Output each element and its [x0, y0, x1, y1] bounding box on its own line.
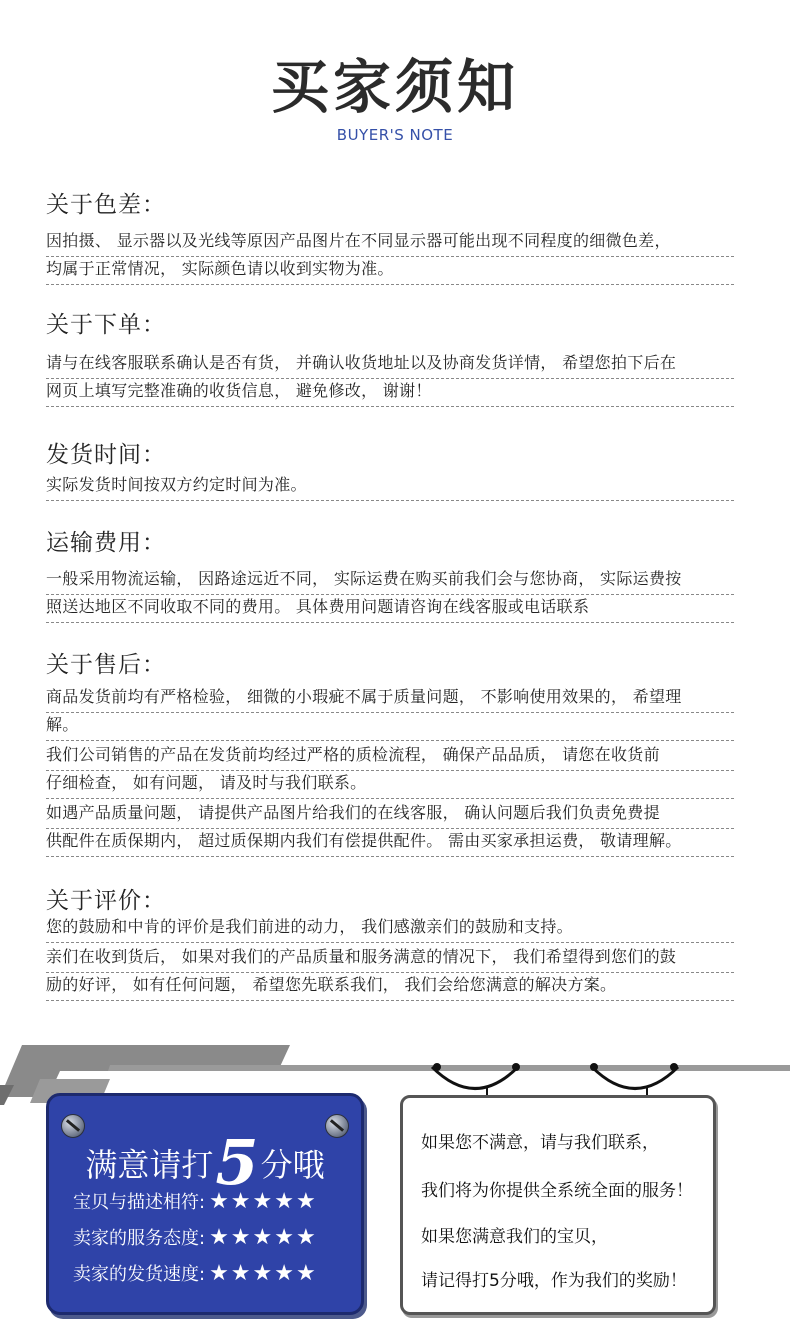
page-title: 买家须知: [270, 53, 519, 121]
section-line: 实际发货时间按双方约定时间为准。: [46, 472, 734, 501]
section-heading-shipping-cost: 运输费用：: [46, 530, 166, 556]
section-line: 如遇产品质量问题， 请提供产品图片给我们的在线客服， 确认问题后我们负责免费提: [46, 800, 734, 829]
section-line: 您的鼓励和中肯的评价是我们前进的动力， 我们感激亲们的鼓励和支持。: [46, 914, 734, 943]
section-line: 均属于正常情况， 实际颜色请以收到实物为准。: [46, 256, 734, 285]
section-heading-order: 关于下单：: [46, 312, 166, 338]
page-subtitle: BUYER'S NOTE: [336, 126, 454, 144]
section-line: 励的好评， 如有任何问题， 希望您先联系我们， 我们会给您满意的解决方案。: [46, 972, 734, 1001]
section-line: 因拍摄、 显示器以及光线等原因产品图片在不同显示器可能出现不同程度的细微色差，: [46, 228, 734, 257]
message-line: 我们将为你提供全系统全面的服务！: [421, 1181, 693, 1201]
rating-row-delivery: 卖家的发货速度: ★★★★★: [73, 1261, 318, 1286]
section-line: 网页上填写完整准确的收货信息， 避免修改， 谢谢！: [46, 378, 734, 407]
section-line: 供配件在质保期内， 超过质保期内我们有偿提供配件。 需由买家承担运费， 敬请理解。: [46, 828, 734, 857]
section-heading-color: 关于色差：: [46, 192, 166, 218]
message-card: [400, 1095, 716, 1315]
star-rating-icon: ★★★★★: [209, 1189, 318, 1214]
section-line: 解。: [46, 712, 734, 741]
rating-card-title: 满意请打5分哦: [85, 1126, 325, 1199]
rating-row-service: 卖家的服务态度: ★★★★★: [73, 1225, 318, 1250]
message-line: 请记得打5分哦，作为我们的奖励！: [421, 1271, 687, 1291]
rating-card: [46, 1093, 364, 1315]
section-line: 商品发货前均有严格检验， 细微的小瑕疵不属于质量问题， 不影响使用效果的， 希望理: [46, 684, 734, 713]
message-line: 如果您满意我们的宝贝，: [421, 1227, 608, 1247]
section-heading-shipping-time: 发货时间：: [46, 442, 166, 468]
star-rating-icon: ★★★★★: [209, 1261, 318, 1286]
section-line: 请与在线客服联系确认是否有货， 并确认收货地址以及协商发货详情， 希望您拍下后在: [46, 350, 734, 379]
rating-row-description: 宝贝与描述相符: ★★★★★: [73, 1189, 318, 1214]
section-heading-review: 关于评价：: [46, 888, 166, 914]
star-rating-icon: ★★★★★: [209, 1225, 318, 1250]
section-line: 一般采用物流运输， 因路途远近不同， 实际运费在购买前我们会与您协商， 实际运费按: [46, 566, 734, 595]
section-heading-after-sales: 关于售后：: [46, 652, 166, 678]
section-line: 照送达地区不同收取不同的费用。 具体费用问题请咨询在线客服或电话联系: [46, 594, 734, 623]
section-line: 仔细检查， 如有问题， 请及时与我们联系。: [46, 770, 734, 799]
message-line: 如果您不满意，请与我们联系，: [421, 1133, 659, 1153]
section-line: 亲们在收到货后， 如果对我们的产品质量和服务满意的情况下， 我们希望得到您们的鼓: [46, 944, 734, 973]
section-line: 我们公司销售的产品在发货前均经过严格的质检流程， 确保产品品质， 请您在收货前: [46, 742, 734, 771]
